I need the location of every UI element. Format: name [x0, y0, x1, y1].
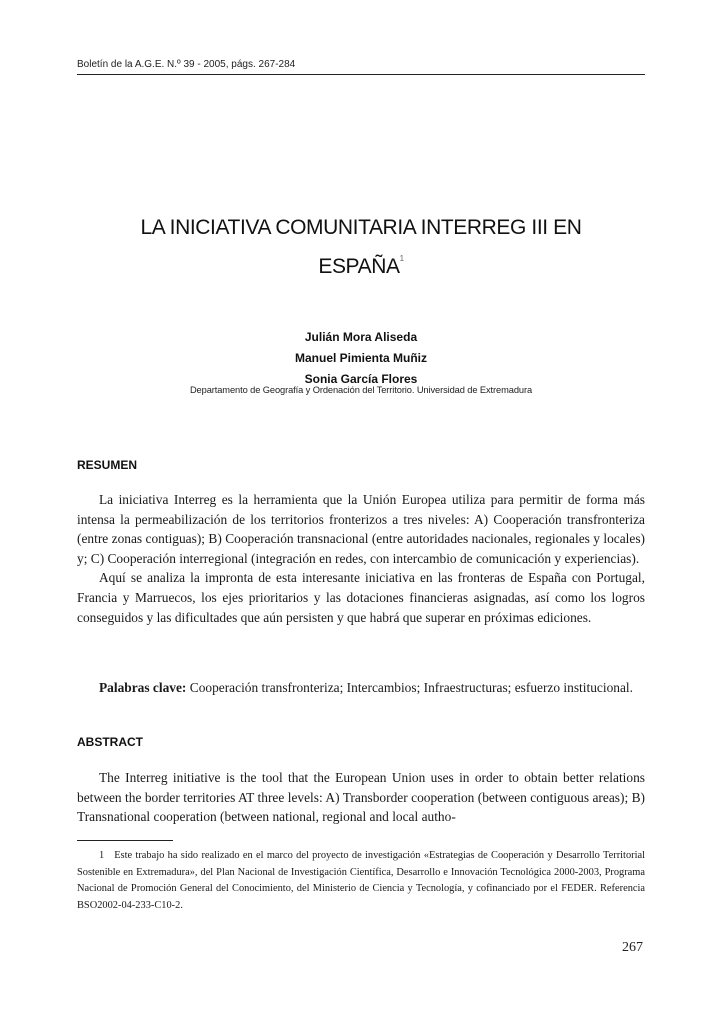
keywords-block — [77, 678, 645, 698]
header-rule — [77, 74, 645, 75]
page-number: 267 — [622, 940, 643, 955]
footnote-text: Este trabajo ha sido realizado en el marco del proyecto de investigación «Estrategias de Cooperación y Desarrollo Territorial Sostenible en Extremadura», del Plan Nacional de Investigación Científica, Desarrollo e Innovación Tecnológica 2000-2003, Programa Nacional de Promoción General del Conocimiento, del Ministerio de Ciencia y Tecnología, y cofinanciado por el FEDER. Referencia BSO2002-04-233-C10-2. — [77, 850, 645, 911]
resumen-paragraph: La iniciativa Interreg es la herramienta que la Unión Europea utiliza para permitir de forma más intensa la permeabilización de los territorios fronterizos a tres niveles: A) Cooperación transfronteriza (entre zonas contiguas); B) Cooperación transnacional (entre autoridades nacionales, regionales y locales) y; C) Cooperación interregional (integración en redes, con intercambio de comunicación y experiencias). — [77, 492, 645, 566]
title-line-2 — [77, 243, 645, 282]
footnote — [77, 848, 645, 914]
title-line-2-text: ESPAÑA — [318, 255, 400, 278]
abstract-heading: ABSTRACT — [77, 735, 143, 749]
keywords-text: Cooperación transfronteriza; Intercambios; Infraestructuras; esfuerzo institucional. — [189, 680, 633, 695]
abstract-body — [77, 768, 645, 827]
resumen-paragraph: Aquí se analiza la impronta de esta interesante iniciativa en las fronteras de España con Portugal, Francia y Marruecos, los ejes prioritarios y las dotaciones financieras asignadas, así como los logros conseguidos y las dificultades que aún persisten y que habrá que superar en próximas ediciones. — [77, 570, 645, 625]
author-name: Julián Mora Aliseda — [304, 330, 418, 344]
author-list — [77, 327, 645, 390]
running-head: Boletín de la A.G.E. N.º 39 - 2005, págs. 267-284 — [77, 59, 296, 70]
keywords-label: Palabras clave: — [99, 680, 187, 695]
resumen-heading: RESUMEN — [77, 458, 138, 472]
author-affiliation: Departamento de Geografía y Ordenación del Territorio. Universidad de Extremadura — [189, 385, 533, 395]
footnote-paragraph — [77, 848, 645, 914]
title-line-1: LA INICIATIVA COMUNITARIA INTERREG III EN — [140, 216, 582, 239]
footnote-rule — [77, 840, 173, 841]
keywords-paragraph — [77, 678, 645, 698]
author-name: Manuel Pimienta Muñiz — [294, 351, 427, 365]
abstract-paragraph: The Interreg initiative is the tool that the European Union uses in order to obtain better relations between the border territories AT three levels: A) Transborder cooperation (between contiguous areas); B) Transnational cooperation (between national, regional and local autho- — [77, 770, 645, 825]
resumen-body — [77, 490, 645, 627]
footnote-number: 1 — [99, 850, 105, 861]
article-title — [77, 212, 645, 282]
author-name: Sonia García Flores — [304, 372, 418, 386]
title-footnote-marker[interactable]: 1 — [399, 254, 404, 263]
